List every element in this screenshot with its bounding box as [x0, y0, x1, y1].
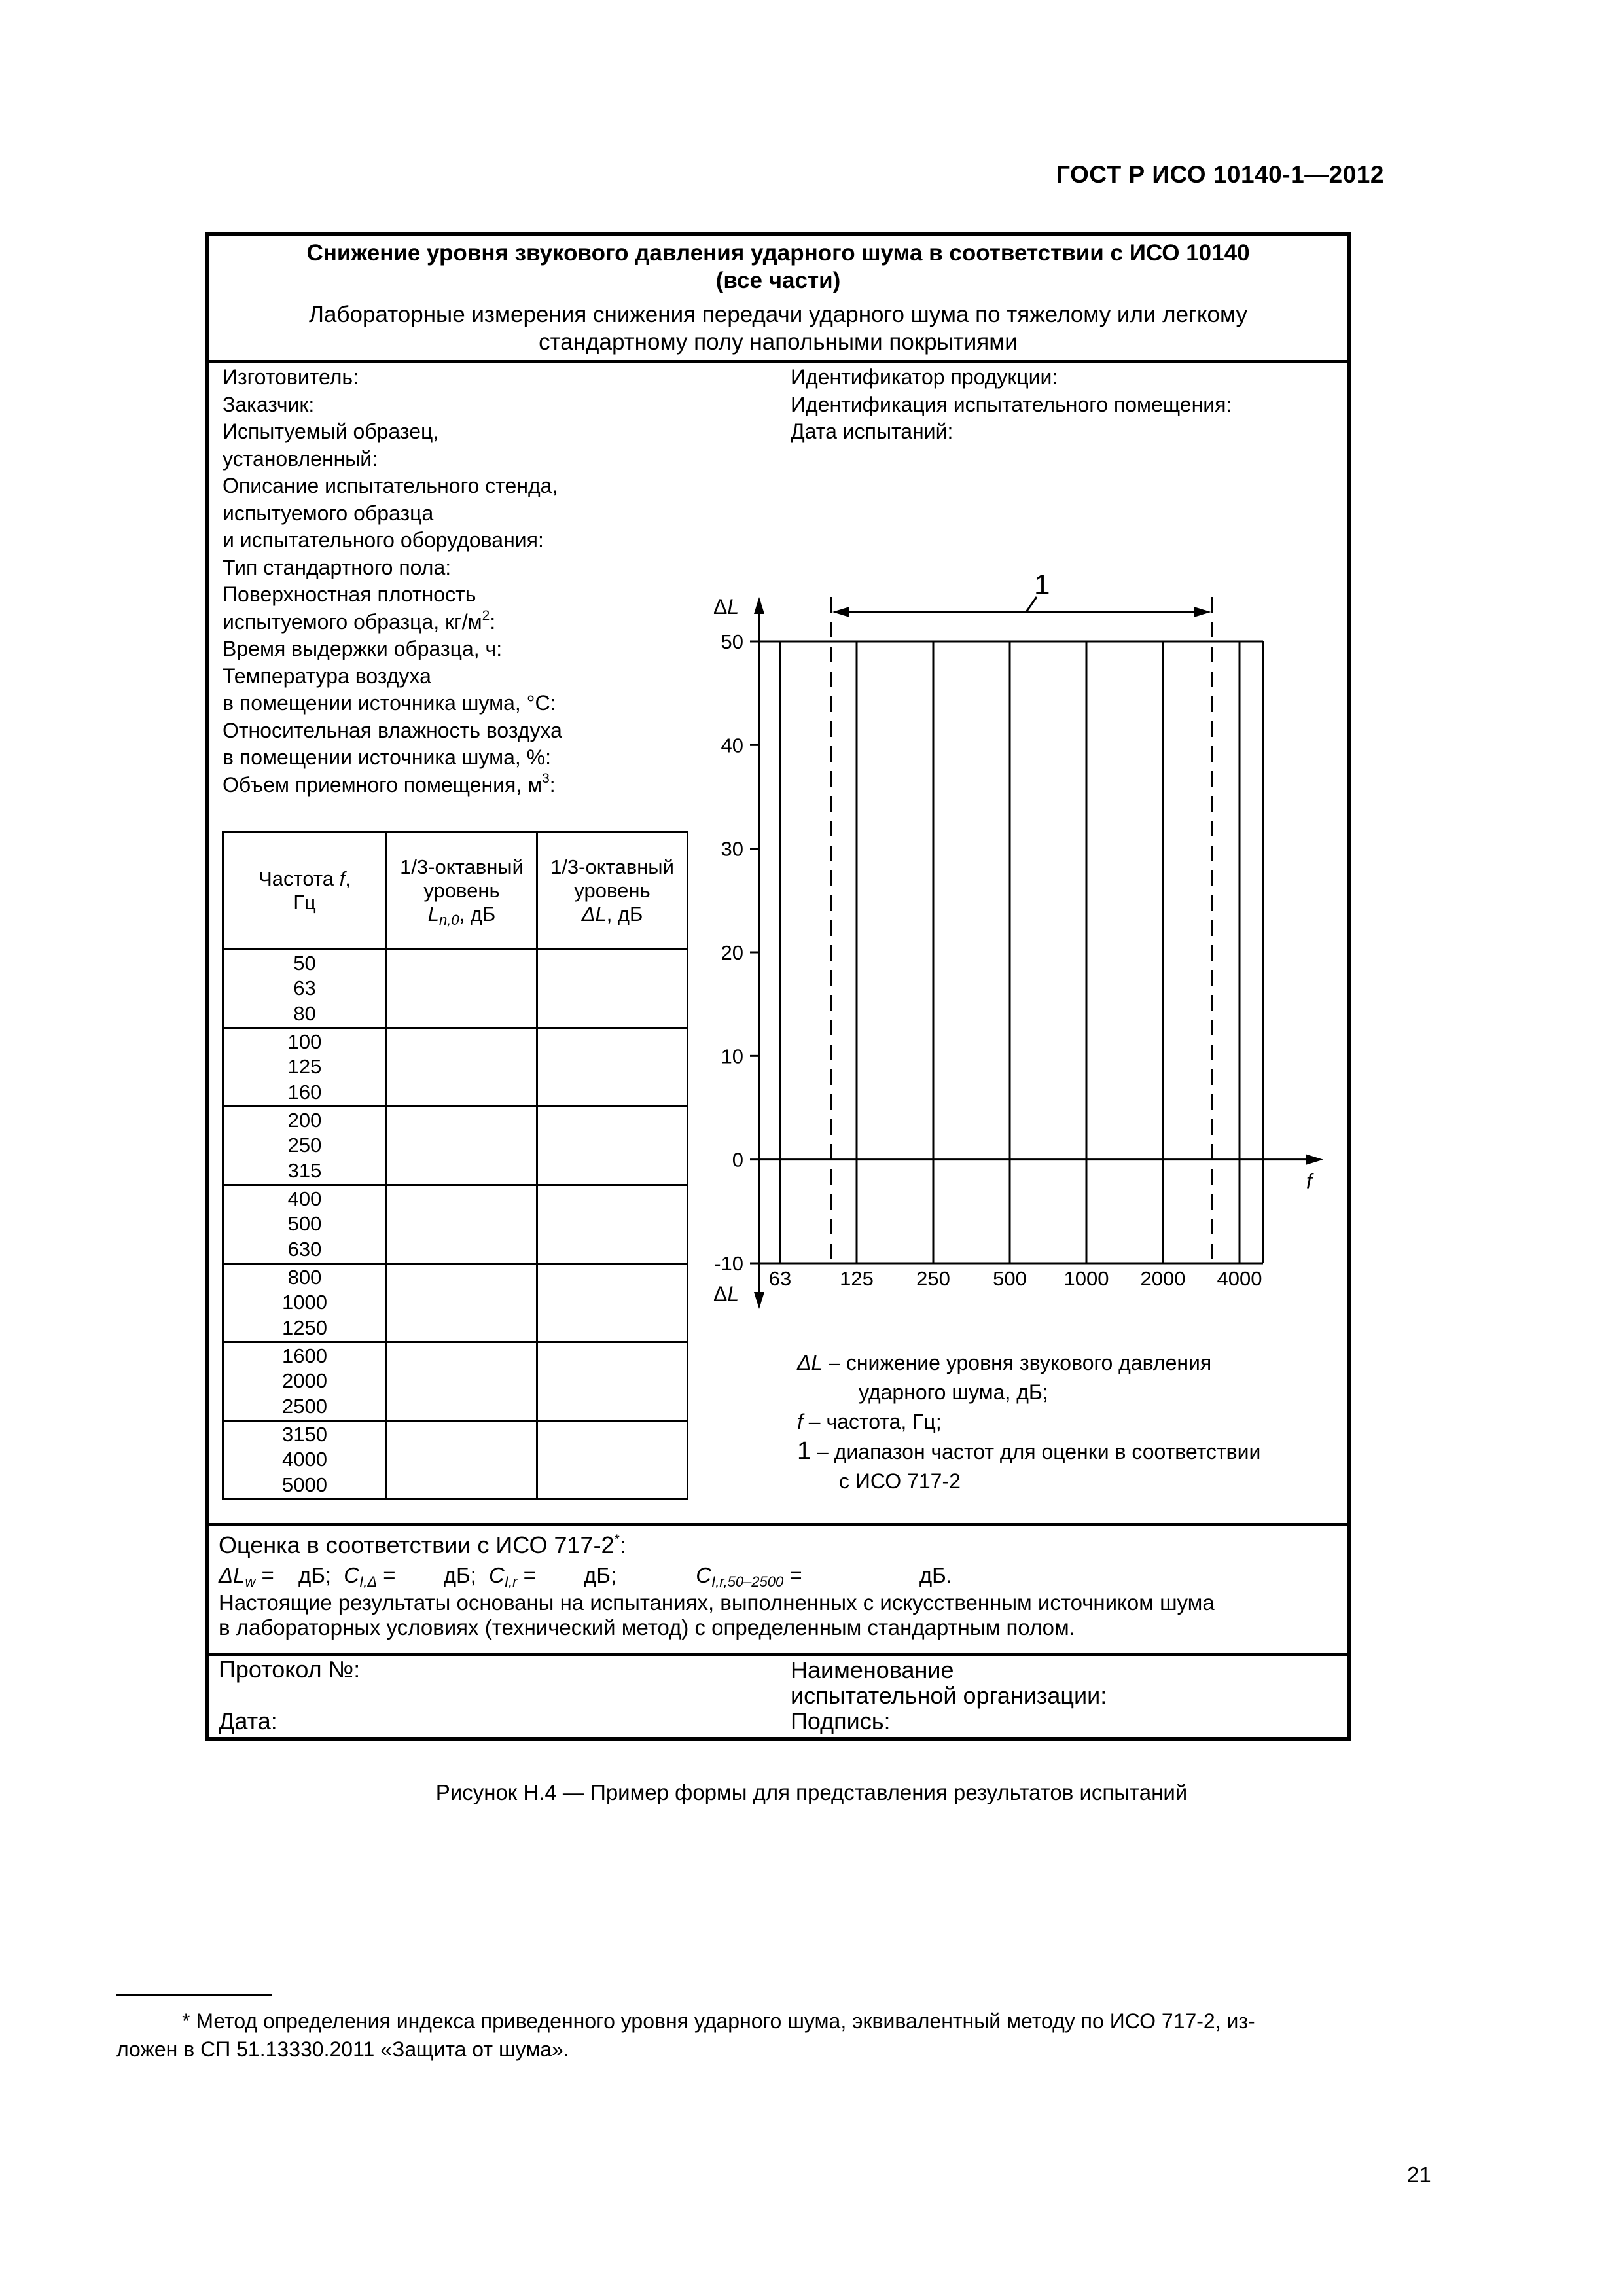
protocol-date-label: Дата: [219, 1708, 277, 1734]
superscript-3: 3 [542, 770, 550, 786]
frequency-cell: 200 250 315 [223, 1107, 387, 1185]
frequency-table [222, 831, 688, 1500]
frequency-cell: 3150 4000 5000 [223, 1421, 387, 1499]
dl-cell[interactable] [537, 1028, 688, 1107]
legend-item-range: 1 – диапазон частот для оценки в соответствии [797, 1437, 1261, 1465]
dl-cell[interactable] [537, 1185, 688, 1264]
form-subtitle-line1: Лабораторные измерения снижения передачи ударного шума по тяжелому или легкому [309, 302, 1247, 327]
col-ln0-header: 1/3-октавный уровень $L_{n,0}$, дБ [387, 833, 537, 950]
x-tick-label: 125 [840, 1267, 874, 1290]
x-axis-label: f [1306, 1169, 1312, 1193]
ln0-cell[interactable] [387, 1264, 537, 1342]
field-conditioning-time: Время выдержки образца, ч: [223, 637, 503, 660]
right-fields [791, 364, 1232, 446]
y-axis-arrow-up [754, 597, 764, 614]
protocol-number-label: Протокол №: [219, 1656, 361, 1683]
field-air-temperature-2: в помещении источника шума, °С: [223, 691, 556, 715]
dl-cell[interactable] [537, 950, 688, 1028]
col-frequency-header: Частота f, Гц [223, 833, 387, 950]
delta-l-chart [707, 563, 1335, 1322]
field-air-temperature: Температура воздуха [223, 664, 431, 688]
table-row [223, 1185, 688, 1264]
x-axis-arrow [1306, 1155, 1323, 1165]
y-axis-label-bottom: ΔL [713, 1282, 740, 1306]
x-tick-label: 250 [916, 1267, 950, 1290]
y-axis-arrow-down [754, 1292, 764, 1309]
ln0-cell[interactable] [387, 1107, 537, 1185]
range-arrow-right-head [1194, 607, 1211, 617]
range-marker-label: 1 [1034, 569, 1050, 601]
form-title [209, 240, 1347, 295]
protocol-divider [209, 1653, 1347, 1656]
y-tick-label: -10 [714, 1252, 743, 1275]
ln0-cell[interactable] [387, 1185, 537, 1264]
field-specimen: Испытуемый образец, [223, 420, 439, 443]
footnote-separator [116, 1994, 272, 1996]
x-tick-label: 500 [993, 1267, 1027, 1290]
field-manufacturer: Изготовитель: [223, 365, 359, 389]
field-room-id: Идентификация испытательного помещения: [791, 392, 1232, 416]
field-description-2: испытуемого образца [223, 501, 434, 525]
table-header-row [223, 833, 688, 950]
x-tick-label: 2000 [1140, 1267, 1186, 1290]
evaluation-title: Оценка в соответствии с ИСО 717-2*: [219, 1532, 626, 1558]
y-tick-label: 30 [721, 837, 743, 861]
left-fields [223, 364, 562, 798]
chart-marks [713, 569, 1323, 1309]
field-surface-density: Поверхностная плотность [223, 583, 476, 606]
header-divider [209, 360, 1347, 363]
dl-cell[interactable] [537, 1342, 688, 1421]
frequency-cell: 800 1000 1250 [223, 1264, 387, 1342]
footnote [116, 2007, 1438, 2064]
legend-item-frequency: f – частота, Гц; [797, 1410, 942, 1433]
field-description: Описание испытательного стенда, [223, 474, 558, 497]
dl-cell[interactable] [537, 1264, 688, 1342]
x-tick-label: 4000 [1217, 1267, 1262, 1290]
range-arrow-left-head [832, 607, 849, 617]
legend-item-delta-l-cont: ударного шума, дБ; [859, 1380, 1048, 1404]
signature-label: Подпись: [791, 1708, 891, 1734]
field-customer: Заказчик: [223, 392, 315, 416]
table-row [223, 950, 688, 1028]
table-row [223, 1421, 688, 1499]
form-subtitle-line2: стандартному полу напольными покрытиями [539, 329, 1018, 355]
field-product-id: Идентификатор продукции: [791, 365, 1058, 389]
y-tick-label: 50 [721, 630, 743, 653]
frequency-cell: 400 500 630 [223, 1185, 387, 1264]
frequency-cell: 50 63 80 [223, 950, 387, 1028]
organization-name-label: Наименование испытательной организации: [791, 1657, 1107, 1709]
field-humidity: Относительная влажность воздуха [223, 718, 562, 742]
ln0-cell[interactable] [387, 950, 537, 1028]
ln0-cell[interactable] [387, 1342, 537, 1421]
y-axis-label-top: ΔL [713, 595, 740, 619]
x-tick-label: 1000 [1063, 1267, 1109, 1290]
frequency-cell: 100 125 160 [223, 1028, 387, 1107]
field-test-date: Дата испытаний: [791, 420, 954, 443]
form-title-line1: Снижение уровня звукового давления ударного шума в соответствии с ИСО 10140 [306, 240, 1250, 266]
field-floor-type: Тип стандартного пола: [223, 555, 452, 579]
legend-item-range-cont: с ИСО 717-2 [839, 1469, 961, 1493]
superscript-2: 2 [482, 607, 490, 623]
chart-grid [759, 641, 1263, 1263]
table-row [223, 1342, 688, 1421]
frequency-cell: 1600 2000 2500 [223, 1342, 387, 1421]
ln0-cell[interactable] [387, 1028, 537, 1107]
y-tick-label: 0 [732, 1148, 743, 1172]
evaluation-divider [209, 1523, 1347, 1526]
table-row [223, 1028, 688, 1107]
page-number: 21 [1407, 2162, 1431, 2187]
field-surface-density-2: испытуемого образца, $кг/м^2$: [223, 607, 496, 634]
evaluation-note: Настоящие результаты основаны на испытаниях, выполненных с искусственным источником шума в лабораторных условиях (технический метод) с определенным стандартным полом. [219, 1590, 1215, 1640]
evaluation-values: $\Delta L_w$ = дБ; $C_{I,\Delta}$ = дБ; $C_{I,r}$ = дБ; $C_{I,r,50-2500}$ = дБ. [219, 1563, 952, 1590]
footnote-line1: * Метод определения индекса приведенного уровня ударного шума, эквивалентный методу по ИСО 717-2, из- [182, 2009, 1255, 2033]
legend-item-delta-l: ΔL – снижение уровня звукового давления [797, 1351, 1212, 1374]
y-tick-label: 40 [721, 734, 743, 757]
figure-caption: Рисунок Н.4 — Пример формы для представления результатов испытаний [435, 1780, 1188, 1804]
footnote-line2: ложен в СП 51.13330.2011 «Защита от шума». [116, 2037, 569, 2061]
form-title-line2: (все части) [715, 268, 841, 293]
dl-cell[interactable] [537, 1421, 688, 1499]
form-subtitle [209, 301, 1347, 356]
table-row [223, 1107, 688, 1185]
document-code: ГОСТ Р ИСО 10140-1—2012 [1056, 161, 1384, 188]
field-description-3: и испытательного оборудования: [223, 528, 544, 552]
col-dl-header: 1/3-октавный уровень ΔL, дБ [537, 833, 688, 950]
dl-cell[interactable] [537, 1107, 688, 1185]
y-tick-label: 10 [721, 1045, 743, 1068]
field-specimen-installed: установленный: [223, 446, 378, 471]
field-receiving-room-volume: Объем приемного помещения, $м^3$: [223, 770, 556, 797]
x-tick-label: 63 [768, 1267, 792, 1290]
field-humidity-2: в помещении источника шума, %: [223, 745, 551, 769]
y-tick-label: 20 [721, 941, 743, 964]
chart-legend [797, 1348, 1260, 1496]
ln0-cell[interactable] [387, 1421, 537, 1499]
table-row [223, 1264, 688, 1342]
